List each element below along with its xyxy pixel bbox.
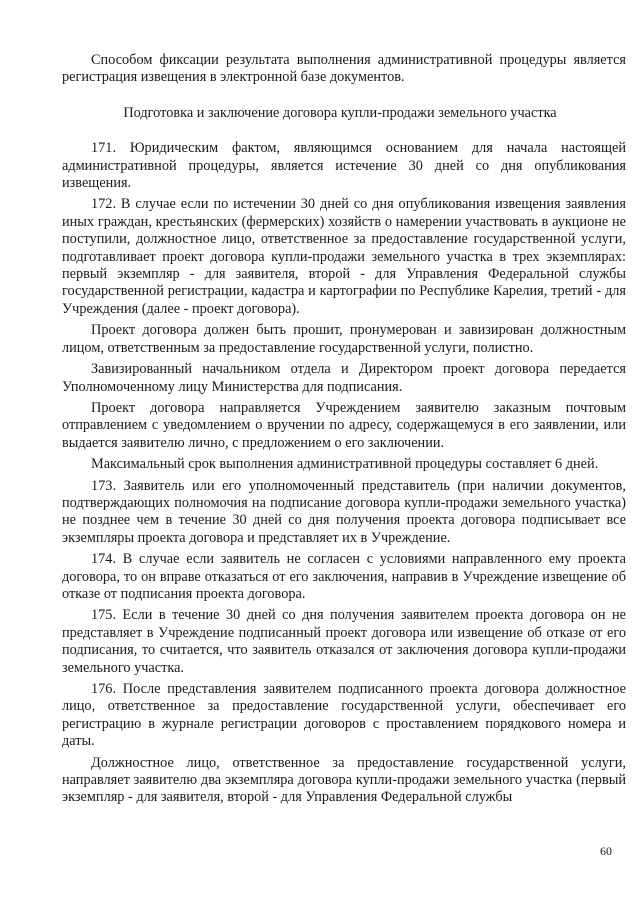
paragraph-174: 174. В случае если заявитель не согласен с условиями направленного ему проекта договора, то он вправе отказаться от его заключения, направив в Учреждение извещение об отказе от подписания проекта договора. (62, 551, 626, 602)
paragraph-176: 176. После представления заявителем подписанного проекта договора должностное лицо, ответственное за предоставление государственной услуги, обеспечивает его регистрацию в журнале регистрации договоров с проставлением порядкового номера и даты. (62, 681, 626, 750)
page-number: 60 (600, 844, 612, 858)
intro-paragraph: Способом фиксации результата выполнения административной процедуры является регистрация извещения в электронной базе документов. (62, 52, 626, 86)
paragraph-172: 172. В случае если по истечении 30 дней со дня опубликования извещения заявления иных граждан, крестьянских (фермерских) хозяйств о намерении участвовать в аукционе не поступили, должностное лицо, ответственное за предоставление государственной услуги, подготавливает проект договора купли-продажи земельного участка в трех экземплярах: первый экземпляр - для заявителя, второй - для Управления Федеральной службы государственной регистрации, кадастра и картографии по Республике Карелия, третий - для Учреждения (далее - проект договора). (62, 196, 626, 317)
paragraph-173: 173. Заявитель или его уполномоченный представитель (при наличии документов, подтверждающих полномочия на подписание договора купли-продажи земельного участка) не позднее чем в течение 30 дней со дня получения проекта договора подписывает все экземпляры проекта договора и представляет их в Учреждение. (62, 477, 626, 546)
paragraph-175: 175. Если в течение 30 дней со дня получения заявителем проекта договора он не представляет в Учреждение подписанный проект договора или извещение об отказе от его подписания, то считается, что заявитель отказался от заключения договора купли-продажи земельного участка. (62, 607, 626, 676)
paragraph-max-term: Максимальный срок выполнения административной процедуры составляет 6 дней. (91, 456, 599, 473)
section-heading: Подготовка и заключение договора купли-продажи земельного участка (123, 104, 557, 121)
paragraph-binding: Проект договора должен быть прошит, пронумерован и завизирован должностным лицом, ответственным за предоставление государственной услуги, полистно. (62, 322, 626, 356)
paragraph-signing-transfer: Завизированный начальником отдела и Директором проект договора передается Уполномоченному лицу Министерства для подписания. (62, 361, 626, 395)
paragraph-official-sends: Должностное лицо, ответственное за предоставление государственной услуги, направляет заявителю два экземпляра договора купли-продажи земельного участка (первый экземпляр - для заявителя, второй - для Управления Федеральной службы (62, 754, 626, 806)
paragraph-171: 171. Юридическим фактом, являющимся основанием для начала настоящей административной процедуры, является истечение 30 дней со дня опубликования извещения. (62, 140, 626, 192)
paragraph-sending: Проект договора направляется Учреждением заявителю заказным почтовым отправлением с уведомлением о вручении по адресу, содержащемуся в его заявлении, или выдается заявителю лично, с предложением о его заключении. (62, 399, 626, 451)
